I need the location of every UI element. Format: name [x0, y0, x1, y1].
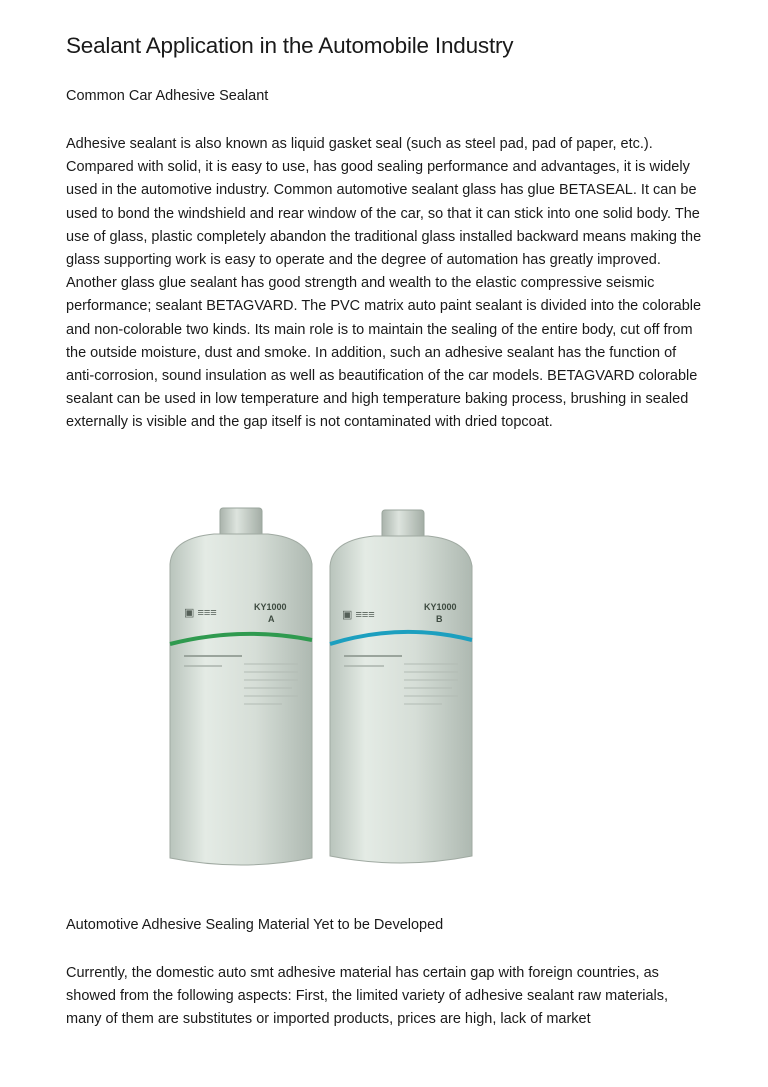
- bottle-a-part: A: [268, 614, 275, 624]
- page-title: Sealant Application in the Automobile Industry: [66, 33, 514, 58]
- svg-text:▣ ≡≡≡: ▣ ≡≡≡: [184, 607, 217, 619]
- section-heading-common-car-adhesive-sealant: Common Car Adhesive Sealant: [66, 88, 269, 104]
- section-heading-automotive-adhesive-sealing-material: Automotive Adhesive Sealing Material Yet to be Developed: [66, 917, 444, 933]
- section-paragraph-2: Currently, the domestic auto smt adhesive material has certain gap with foreign countries, as showed from the following aspects: First, the limited variety of adhesive sealant raw materials, many of them are substitutes or imported products, prices are high, lack of market: [66, 965, 669, 1028]
- svg-text:▣ ≡≡≡: ▣ ≡≡≡: [342, 609, 375, 621]
- sealant-bottles-illustration: [162, 494, 482, 870]
- bottle-b-model: KY1000: [424, 602, 457, 612]
- bottle-a: [170, 508, 312, 865]
- bottle-b: [330, 510, 472, 863]
- section-paragraph-1: Adhesive sealant is also known as liquid gasket seal (such as steel pad, pad of paper, etc.). Compared with solid, it is easy to use, has good sealing performance and advantages, it is widely used in the automotive industry. Common automotive sealant glass has glue BETASEAL. It can be used to bond the windshield and rear window of the car, so that it can stick into one solid body. The use of glass, plastic completely abandon the traditional glass installed backward means making the glass supporting work is easy to operate and the degree of automation has greatly improved. Another glass glue sealant has good strength and wealth to the elastic compressive seismic performance; sealant BETAGVARD. The PVC matrix auto paint sealant is divided into the colorable and non-colorable two kinds. Its main role is to maintain the sealing of the entire body, cut off from the outside moisture, dust and smoke. In addition, such an adhesive sealant has the function of anti-corrosion, sound insulation as well as beautification of the car models. BETAGVARD colorable sealant can be used in low temperature and high temperature baking process, brushing in sealed externally is visible and the gap itself is not contaminated with dried topcoat.: [66, 136, 702, 431]
- bottle-a-model: KY1000: [254, 602, 287, 612]
- sealant-bottles-photo: [162, 494, 482, 870]
- bottle-b-part: B: [436, 614, 443, 624]
